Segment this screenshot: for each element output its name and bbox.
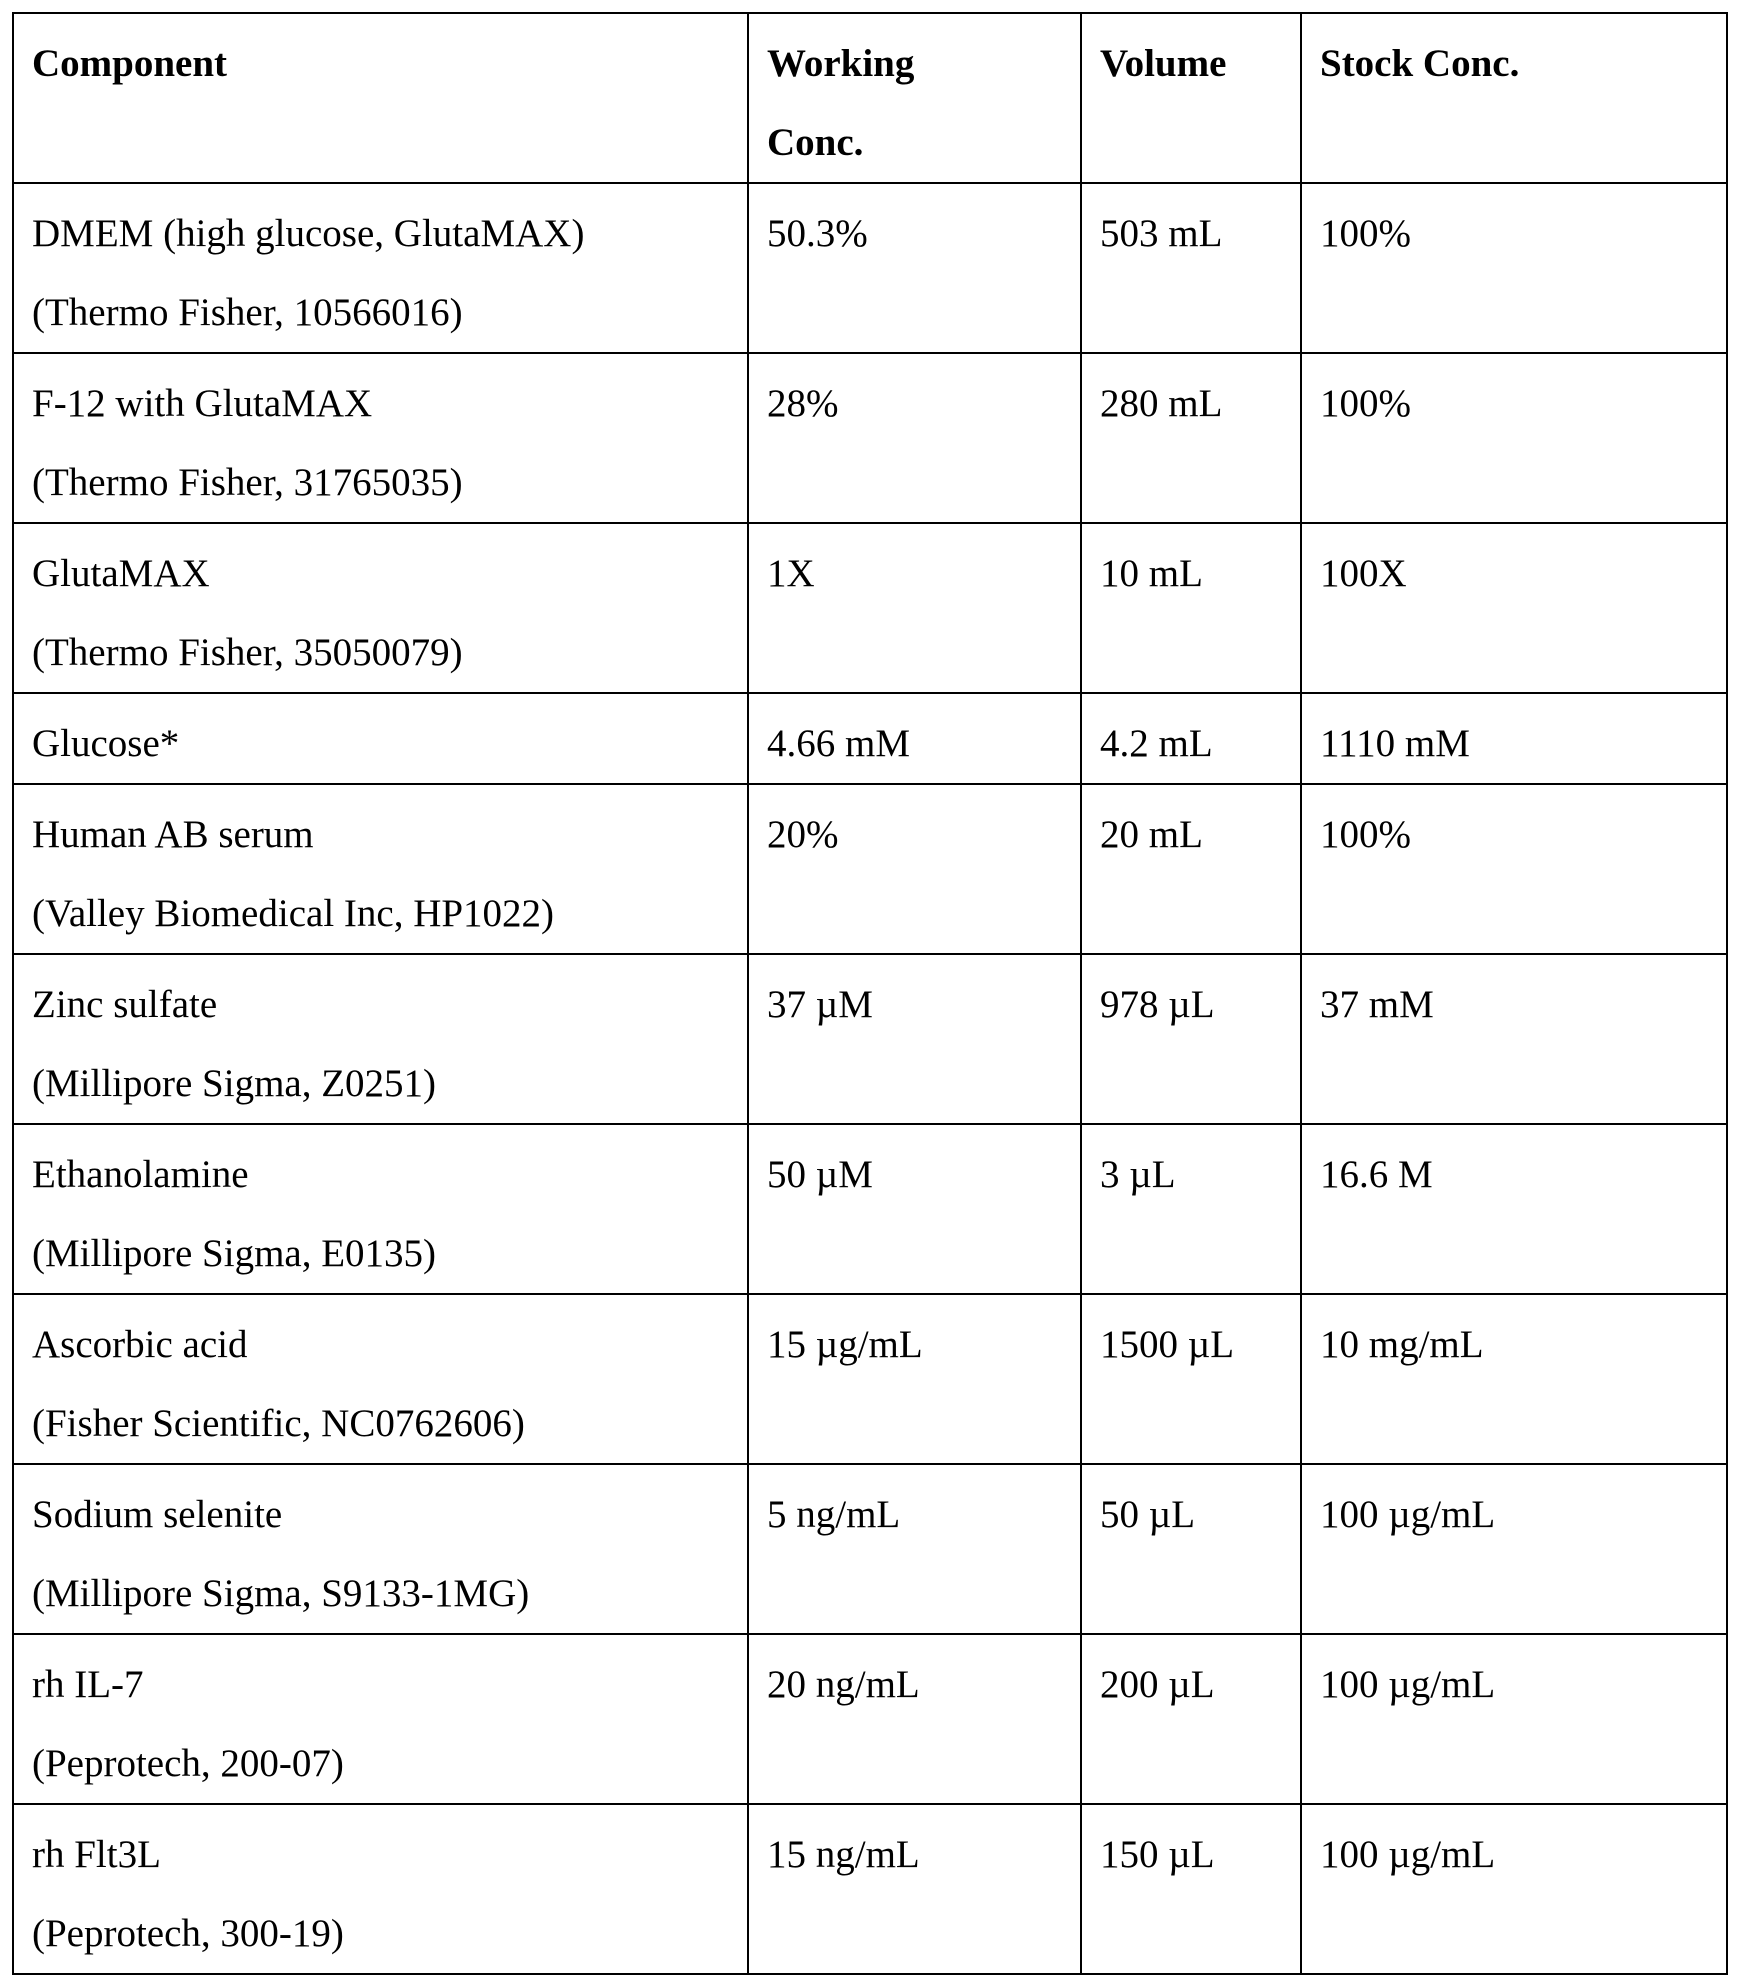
media-components-table: [12, 12, 1728, 1975]
component-cell: [13, 1124, 748, 1294]
stock-cell: 100%: [1301, 784, 1727, 954]
working-cell: 5 ng/mL: [748, 1464, 1081, 1634]
working-cell: 50 µM: [748, 1124, 1081, 1294]
table-row: [13, 1634, 1727, 1804]
component-name: F-12 with GlutaMAX: [32, 364, 729, 443]
component-source: (Peprotech, 200-07): [32, 1724, 729, 1803]
working-cell: 15 µg/mL: [748, 1294, 1081, 1464]
table-row: [13, 1294, 1727, 1464]
component-source: (Fisher Scientific, NC0762606): [32, 1384, 729, 1463]
header-row: [13, 13, 1727, 183]
stock-cell: 37 mM: [1301, 954, 1727, 1124]
component-name: Ascorbic acid: [32, 1305, 729, 1384]
component-cell: [13, 1804, 748, 1974]
working-cell: 20 ng/mL: [748, 1634, 1081, 1804]
stock-cell: 100 µg/mL: [1301, 1804, 1727, 1974]
component-cell: [13, 784, 748, 954]
component-source: (Thermo Fisher, 35050079): [32, 613, 729, 692]
table-row: [13, 1804, 1727, 1974]
component-cell: [13, 954, 748, 1124]
header-working-line: Conc.: [767, 103, 1062, 182]
header-working-conc: [748, 13, 1081, 183]
stock-cell: 100 µg/mL: [1301, 1464, 1727, 1634]
component-source: (Millipore Sigma, E0135): [32, 1214, 729, 1293]
volume-cell: 20 mL: [1081, 784, 1301, 954]
volume-cell: 978 µL: [1081, 954, 1301, 1124]
table-row: [13, 954, 1727, 1124]
component-cell: [13, 1464, 748, 1634]
working-cell: 4.66 mM: [748, 693, 1081, 784]
working-cell: 1X: [748, 523, 1081, 693]
header-working-line: Working: [767, 24, 1062, 103]
component-name: Glucose*: [32, 704, 729, 783]
volume-cell: 10 mL: [1081, 523, 1301, 693]
volume-cell: 3 µL: [1081, 1124, 1301, 1294]
component-name: Human AB serum: [32, 795, 729, 874]
component-source: (Peprotech, 300-19): [32, 1894, 729, 1973]
component-cell: [13, 1294, 748, 1464]
working-cell: 50.3%: [748, 183, 1081, 353]
component-name: GlutaMAX: [32, 534, 729, 613]
component-source: (Millipore Sigma, Z0251): [32, 1044, 729, 1123]
volume-cell: 1500 µL: [1081, 1294, 1301, 1464]
component-cell: [13, 693, 748, 784]
header-component: Component: [13, 13, 748, 183]
component-name: DMEM (high glucose, GlutaMAX): [32, 194, 729, 273]
table-row: [13, 1124, 1727, 1294]
component-name: rh IL-7: [32, 1645, 729, 1724]
stock-cell: 100%: [1301, 353, 1727, 523]
component-name: Ethanolamine: [32, 1135, 729, 1214]
table-row: [13, 1464, 1727, 1634]
working-cell: 15 ng/mL: [748, 1804, 1081, 1974]
volume-cell: 150 µL: [1081, 1804, 1301, 1974]
stock-cell: 16.6 M: [1301, 1124, 1727, 1294]
header-stock-conc: Stock Conc.: [1301, 13, 1727, 183]
working-cell: 20%: [748, 784, 1081, 954]
working-cell: 37 µM: [748, 954, 1081, 1124]
table-row: [13, 784, 1727, 954]
table-row: [13, 523, 1727, 693]
component-source: (Valley Biomedical Inc, HP1022): [32, 874, 729, 953]
component-cell: [13, 183, 748, 353]
table-row: [13, 183, 1727, 353]
stock-cell: 10 mg/mL: [1301, 1294, 1727, 1464]
component-source: (Thermo Fisher, 31765035): [32, 443, 729, 522]
volume-cell: 503 mL: [1081, 183, 1301, 353]
volume-cell: 280 mL: [1081, 353, 1301, 523]
component-cell: [13, 1634, 748, 1804]
component-name: rh Flt3L: [32, 1815, 729, 1894]
component-source: (Thermo Fisher, 10566016): [32, 273, 729, 352]
table-row: [13, 693, 1727, 784]
header-volume: Volume: [1081, 13, 1301, 183]
component-cell: [13, 523, 748, 693]
stock-cell: 1110 mM: [1301, 693, 1727, 784]
stock-cell: 100X: [1301, 523, 1727, 693]
component-source: (Millipore Sigma, S9133-1MG): [32, 1554, 729, 1633]
volume-cell: 50 µL: [1081, 1464, 1301, 1634]
stock-cell: 100%: [1301, 183, 1727, 353]
stock-cell: 100 µg/mL: [1301, 1634, 1727, 1804]
volume-cell: 200 µL: [1081, 1634, 1301, 1804]
working-cell: 28%: [748, 353, 1081, 523]
component-cell: [13, 353, 748, 523]
table-row: [13, 353, 1727, 523]
component-name: Zinc sulfate: [32, 965, 729, 1044]
volume-cell: 4.2 mL: [1081, 693, 1301, 784]
component-name: Sodium selenite: [32, 1475, 729, 1554]
